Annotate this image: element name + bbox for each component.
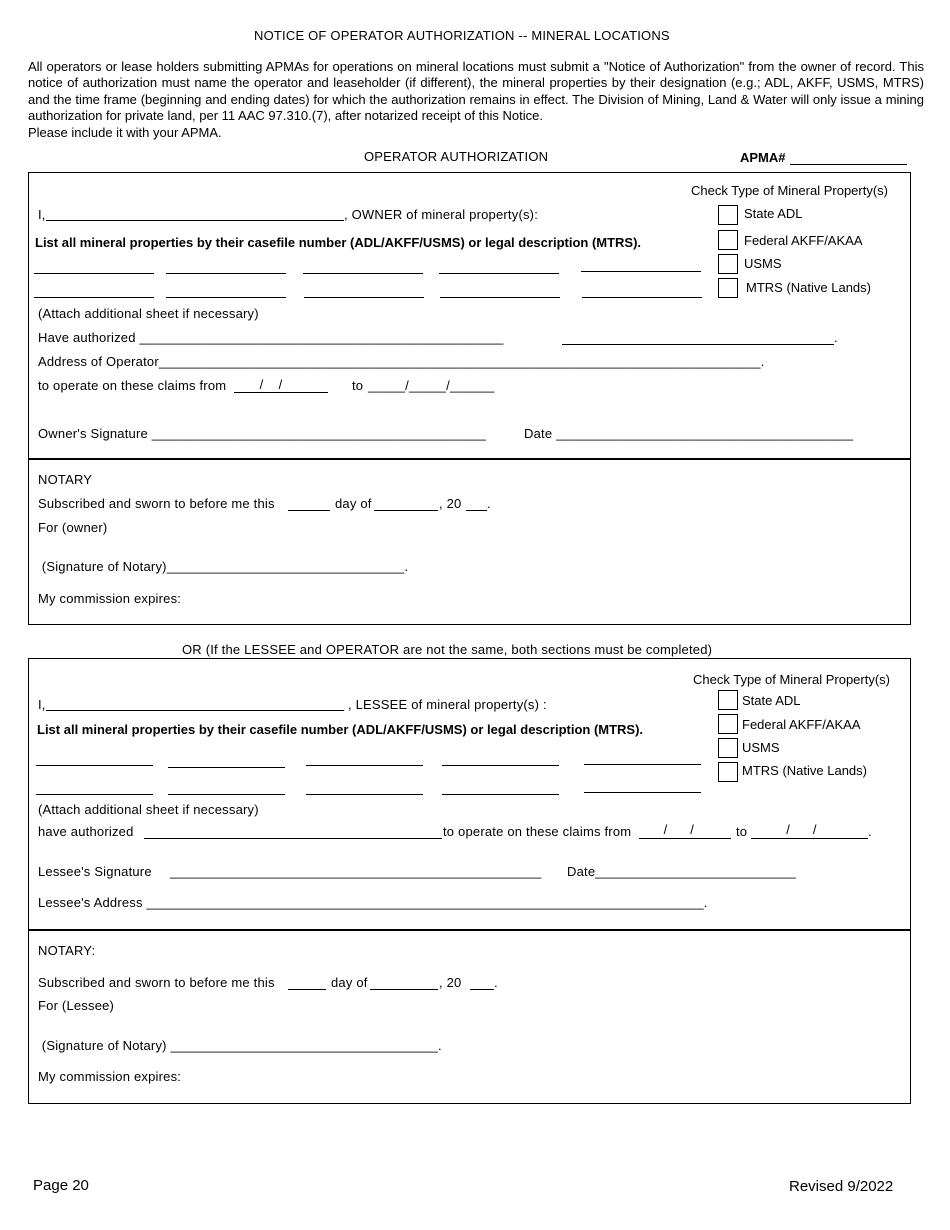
lessee-i-prefix: I,: [38, 697, 46, 712]
owner-notary-month-field[interactable]: [374, 510, 438, 511]
lessee-property-field[interactable]: [306, 794, 423, 795]
lessee-notary-day-of: day of: [331, 975, 368, 990]
owner-checkbox-federal[interactable]: [718, 230, 738, 250]
owner-date-from-underline: [234, 392, 328, 393]
lessee-notary-year-prefix: , 20: [439, 975, 462, 990]
owner-list-instruction: List all mineral properties by their casefile number (ADL/AKFF/USMS) or legal description (MTRS).: [35, 235, 642, 250]
owner-authorized-period: .: [834, 330, 838, 345]
lessee-name-field[interactable]: [46, 710, 344, 711]
owner-type-mtrs: MTRS (Native Lands): [746, 280, 871, 295]
apma-field[interactable]: [790, 164, 907, 165]
operator-authorization-heading: OPERATOR AUTHORIZATION: [364, 149, 549, 164]
page-title: NOTICE OF OPERATOR AUTHORIZATION -- MINERAL LOCATIONS: [254, 28, 670, 43]
owner-property-field[interactable]: [439, 273, 559, 274]
owner-have-authorized-label: [38, 330, 504, 346]
lessee-operate-from-label: to operate on these claims from: [443, 824, 632, 839]
lessee-label: , LESSEE of mineral property(s) :: [348, 697, 547, 712]
lessee-address-label: Lessee's Address: [38, 895, 147, 910]
lessee-authorized-operator-field[interactable]: [144, 838, 442, 839]
owner-date-to-field[interactable]: _____/_____/______: [368, 378, 495, 393]
lessee-property-field[interactable]: [168, 767, 285, 768]
lessee-attach-note: (Attach additional sheet if necessary): [38, 802, 259, 817]
revised-date: Revised 9/2022: [789, 1178, 894, 1195]
lessee-checkbox-state-adl[interactable]: [718, 690, 738, 710]
lessee-notary-day-field[interactable]: [288, 989, 326, 990]
lessee-signature-field[interactable]: __________________________________________________: [170, 864, 542, 879]
lessee-property-field[interactable]: [306, 765, 423, 766]
owner-property-field[interactable]: [34, 273, 154, 274]
owner-notary-day-of: day of: [335, 496, 372, 511]
owner-type-usms: USMS: [744, 256, 782, 271]
owner-operate-from-label: to operate on these claims from: [38, 378, 227, 393]
lessee-notary-subscribed: Subscribed and sworn to before me this: [38, 975, 275, 990]
lessee-notary-year-field[interactable]: [470, 989, 494, 990]
lessee-notary-signature-field[interactable]: ____________________________________: [170, 1038, 438, 1053]
owner-type-state-adl: State ADL: [744, 206, 803, 221]
lessee-type-mtrs: MTRS (Native Lands): [742, 763, 867, 778]
lessee-to-label: to: [736, 824, 748, 839]
owner-signature-row: [38, 426, 486, 442]
owner-property-field[interactable]: [440, 297, 560, 298]
lessee-address-field[interactable]: ___________________________________________________________________________: [146, 895, 704, 910]
owner-address-label: Address of Operator: [38, 354, 159, 369]
lessee-notary-heading: NOTARY:: [38, 943, 96, 958]
lessee-notary-year-period: .: [494, 975, 498, 990]
owner-notary-day-field[interactable]: [288, 510, 330, 511]
owner-i-prefix: I,: [38, 207, 46, 222]
owner-date-label: Date: [524, 426, 557, 441]
intro-include: Please include it with your APMA.: [28, 124, 222, 140]
lessee-checkbox-mtrs[interactable]: [718, 762, 738, 782]
owner-checkbox-mtrs[interactable]: [718, 278, 738, 298]
lessee-type-state-adl: State ADL: [742, 693, 801, 708]
owner-property-field[interactable]: [166, 273, 286, 274]
lessee-property-field[interactable]: [442, 765, 559, 766]
page-number: Page 20: [33, 1177, 89, 1194]
owner-notary-signature-label: (Signature of Notary): [38, 559, 167, 574]
lessee-date-label: Date: [567, 864, 596, 879]
lessee-checkbox-usms[interactable]: [718, 738, 738, 758]
owner-notary-year-period: .: [487, 496, 491, 511]
apma-label: APMA#: [740, 150, 786, 165]
owner-notary-for: For (owner): [38, 520, 108, 535]
owner-notary-subscribed: Subscribed and sworn to before me this: [38, 496, 275, 511]
intro-paragraph: [28, 59, 924, 141]
owner-signature-field[interactable]: _____________________________________________: [151, 426, 487, 441]
lessee-type-usms: USMS: [742, 740, 780, 755]
lessee-property-field[interactable]: [36, 794, 153, 795]
intro-text: All operators or lease holders submitting APMAs for operations on mineral locations must submit a "Notice of Authorization" from the owner of record. This notice of authorization must name the operator and leaseholder (if different), the mineral properties by their designation (e.g.; ADL, AKFF, USMS, MTRS) and the time frame (beginning and ending dates) for which the authorization remains in effect. The Division of Mining, Land & Water will only issue a mining authorization for private land, per 11 AAC 97.310.(7), after notarized receipt of this Notice.: [28, 59, 924, 124]
owner-label: , OWNER of mineral property(s):: [344, 207, 539, 222]
lessee-list-instruction: List all mineral properties by their casefile number (ADL/AKFF/USMS) or legal description (MTRS).: [37, 722, 644, 737]
owner-name-field[interactable]: [46, 220, 344, 221]
lessee-property-field[interactable]: [584, 764, 701, 765]
lessee-notary-commission: My commission expires:: [38, 1069, 182, 1084]
owner-property-field[interactable]: [34, 297, 154, 298]
owner-attach-note: (Attach additional sheet if necessary): [38, 306, 259, 321]
lessee-notary-for: For (Lessee): [38, 998, 115, 1013]
owner-property-field[interactable]: [303, 273, 423, 274]
lessee-date-field[interactable]: ___________________________: [595, 864, 796, 879]
lessee-checkbox-federal[interactable]: [718, 714, 738, 734]
owner-property-field[interactable]: [166, 297, 286, 298]
owner-address-period: .: [760, 354, 765, 369]
owner-authorized-operator-field[interactable]: [562, 344, 834, 345]
owner-checkbox-usms[interactable]: [718, 254, 738, 274]
lessee-property-field[interactable]: [36, 765, 153, 766]
lessee-signature-label: Lessee's Signature: [38, 864, 152, 879]
owner-notary-heading: NOTARY: [38, 472, 93, 487]
lessee-property-field[interactable]: [584, 792, 701, 793]
owner-address-row: [38, 354, 765, 370]
lessee-notary-signature-period: .: [437, 1038, 442, 1053]
owner-property-field[interactable]: [582, 297, 702, 298]
or-instruction: OR (If the LESSEE and OPERATOR are not the same, both sections must be completed): [182, 642, 713, 657]
lessee-property-field[interactable]: [168, 794, 285, 795]
owner-date-from-field[interactable]: / /: [252, 377, 294, 392]
owner-type-federal: Federal AKFF/AKAA: [744, 233, 863, 248]
lessee-type-federal: Federal AKFF/AKAA: [742, 717, 861, 732]
lessee-have-authorized: have authorized: [38, 824, 134, 839]
lessee-date-to-underline: [751, 838, 868, 839]
lessee-date-to-field[interactable]: / /: [771, 822, 840, 837]
owner-to-label: to: [352, 378, 364, 393]
lessee-notary-signature-label: (Signature of Notary): [38, 1038, 171, 1053]
owner-checkbox-state-adl[interactable]: [718, 205, 738, 225]
owner-notary-commission: My commission expires:: [38, 591, 182, 606]
lessee-date-from-underline: [639, 838, 731, 839]
owner-have-authorized-text: Have authorized: [38, 330, 140, 345]
lessee-date-period: .: [868, 824, 872, 839]
owner-property-field[interactable]: [304, 297, 424, 298]
owner-notary-signature-field[interactable]: ________________________________: [166, 559, 405, 574]
lessee-date-from-field[interactable]: / /: [656, 822, 717, 837]
owner-date-row: [524, 426, 853, 442]
lessee-address-period: .: [703, 895, 708, 910]
owner-notary-signature-row: [38, 559, 408, 575]
owner-authorized-blanks[interactable]: _________________________________________________: [139, 330, 504, 345]
owner-signature-label: Owner's Signature: [38, 426, 152, 441]
owner-address-field[interactable]: _________________________________________________________________________________: [158, 354, 761, 369]
lessee-date-row: [567, 864, 796, 880]
lessee-notary-month-field[interactable]: [370, 989, 438, 990]
owner-notary-signature-period: .: [404, 559, 409, 574]
owner-property-field[interactable]: [581, 271, 701, 272]
owner-date-field[interactable]: ________________________________________: [556, 426, 854, 441]
lessee-notary-signature-row: [38, 1038, 442, 1054]
owner-notary-year-field[interactable]: [466, 510, 487, 511]
owner-check-type-heading: Check Type of Mineral Property(s): [691, 183, 888, 198]
lessee-property-field[interactable]: [442, 794, 559, 795]
lessee-check-type-heading: Check Type of Mineral Property(s): [693, 672, 890, 687]
lessee-address-row: [38, 895, 708, 911]
owner-notary-year-prefix: , 20: [439, 496, 462, 511]
